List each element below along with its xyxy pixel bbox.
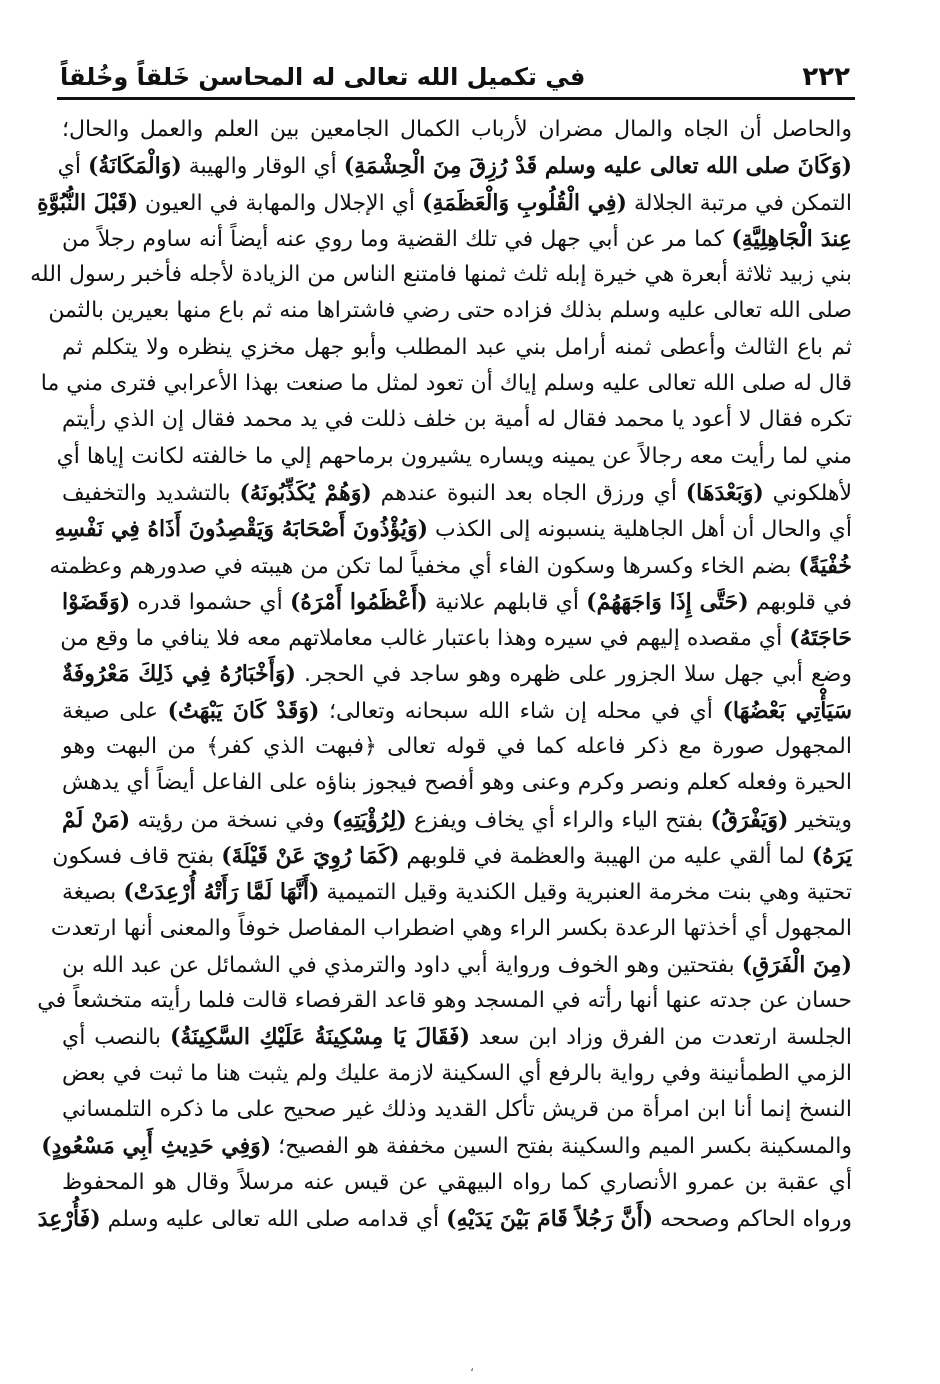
matn-quote: (أَعْظَمُوا أَمْرَهُ): [289, 588, 428, 615]
matn-quote: (وَالْمَكَانَةُ): [87, 153, 182, 180]
text-line: [62, 620, 852, 656]
text-line: [62, 475, 852, 511]
commentary-text: قال له صلى الله تعالى عليه وسلم إياك أن تعود لمثل ما صنعت بهذا الأعرابي فترى مني ما: [40, 371, 852, 397]
commentary-text: في قلوبهم: [748, 589, 852, 615]
commentary-text: بفتح الياء والراء أي يخاف ويفزع: [406, 807, 711, 833]
text-line: [37, 185, 852, 221]
commentary-text: الجلسة ارتعدت من الفرق وزاد ابن سعد: [469, 1025, 852, 1051]
matn-quote: (وَيُؤْذُونَ أَصْحَابَهُ وَيَقْصِدُونَ أَذَاهُ فِي نَفْسِهِ: [54, 516, 429, 543]
commentary-text: ثم باع الثالث وأعطى ثمنه أرامل بني عبد المطلب وأبو جهل مخزي ينظره ولا يتكلم ثم: [62, 334, 852, 360]
commentary-text: بصيغة: [62, 880, 124, 906]
commentary-text: أي والحال أن أهل الجاهلية ينسبونه إلى الكذب: [428, 517, 852, 543]
text-line: [48, 293, 852, 329]
matn-quote: يَرَهُ): [811, 842, 852, 869]
text-line: [37, 983, 852, 1019]
matn-quote: (وَأَخْبَارُهُ فِي ذَلِكَ مَعْرُوفَةٌ: [62, 661, 296, 688]
commentary-text: أي الإجلال والمهابة في العيون: [138, 190, 423, 216]
commentary-text: أي عقبة بن عمرو الأنصاري كما رواه البيهقي عن قيس عنه مرسلاً وقال هو المحفوظ: [62, 1169, 852, 1195]
text-line: [37, 1201, 852, 1237]
matn-quote: عِندَ الْجَاهِلِيَّةِ): [731, 225, 853, 252]
matn-quote: (أَنَّ رَجُلاً قَامَ بَيْنَ يَدَيْهِ): [446, 1205, 654, 1232]
matn-quote: (حَتَّى إِذَا وَاجَهَهُمْ): [586, 588, 749, 615]
matn-quote: (فِي الْقُلُوبِ وَالْعَظَمَةِ): [422, 189, 627, 216]
commentary-text: الزمي الطمأنينة وفي رواية بالرفع أي السكينة لازمة عليك ولم يثبت هنا ما ثبت في بعض: [62, 1060, 852, 1086]
text-line: [62, 693, 852, 729]
matn-quote: (وَقَضَوْا: [62, 588, 131, 615]
text-line: [56, 439, 852, 475]
matn-quote: (كَمَا رُوِيَ عَنْ قَيْلَةَ): [221, 842, 400, 869]
commentary-text: بالتشديد والتخفيف: [62, 480, 240, 506]
text-line: [62, 729, 852, 765]
commentary-text: أي: [57, 154, 88, 180]
commentary-text: والمسكينة بكسر الميم والسكينة بفتح السين مخففة هو الفصيح؛: [271, 1134, 852, 1160]
matn-quote: حَاجَتَهُ): [789, 625, 852, 652]
text-line: [62, 765, 852, 801]
text-line: [52, 838, 852, 874]
matn-quote: (مِنَ الْفَرَقِ): [741, 951, 852, 978]
matn-quote: (أَنَّهَا لَمَّا رَأَتْهُ أُرْعِدَتْ): [123, 879, 320, 906]
commentary-text: تحتية وهي بنت مخرمة العنبرية وقيل الكندية وقيل التميمية: [319, 880, 852, 906]
text-line: [62, 112, 852, 148]
matn-quote: (وَفِي حَدِيثِ أَبِي مَسْعُودٍ): [41, 1133, 272, 1160]
matn-quote: (لِرُؤْيَتِهِ): [331, 806, 407, 833]
commentary-text: تكره فقال لا أعود يا محمد فقال له أمية بن خلف ذللت في يد محمد فقال إن الذي رأيتم: [62, 407, 852, 433]
commentary-text: أي قدامه صلى الله تعالى عليه وسلم: [100, 1206, 447, 1232]
matn-quote: (فَقَالَ يَا مِسْكِينَةُ عَلَيْكِ السَّكِينَةُ): [169, 1024, 470, 1051]
commentary-text: ويتخير: [788, 807, 852, 833]
footer-mark: ،: [470, 1360, 474, 1374]
text-line: [62, 874, 852, 910]
text-line: [40, 366, 852, 402]
commentary-text: وفي نسخة من رؤيته: [130, 807, 332, 833]
text-line: [62, 656, 852, 692]
text-line: [41, 1128, 852, 1164]
commentary-text: بضم الخاء وكسرها وسكون الفاء أي مخفياً لما تكن من هيبته في صدورهم وعظمته: [49, 553, 799, 579]
commentary-text: أي مقصده إليهم في سيره وهذا باعتبار غالب معاملاتهم معه فلا ينافي ما وقع من: [60, 626, 790, 652]
commentary-text: بني زبيد ثلاثة أبعرة هي خيرة إبله ثلث ثمنها فامتنع الناس من الزيادة لأجله فأخبر رسول الله: [30, 262, 852, 288]
matn-quote: (قَبْلَ النُّبُوَّةِ: [37, 189, 139, 216]
text-line: [62, 1056, 852, 1092]
page-number: ٢٢٢: [802, 62, 850, 92]
commentary-text: أي قابلهم علانية: [427, 589, 587, 615]
text-line: [62, 330, 852, 366]
commentary-text: على صيغة: [62, 698, 168, 724]
commentary-text: بفتحتين وهو الخوف ورواية أبي داود والترمذي في الشمائل عن عبد الله بن: [62, 952, 742, 978]
page-header: [60, 48, 850, 92]
header-rule: [57, 97, 855, 100]
commentary-text: أي الوقار والهيبة: [181, 154, 344, 180]
matn-quote: (وَيَفْرَقُ): [710, 806, 789, 833]
matn-quote: (وَهُمْ يُكَذِّبُونَهُ): [239, 479, 372, 506]
commentary-text: صلى الله تعالى عليه وسلم بذلك فزاده حتى رضي فاشتراها منه ثم باع منها بعيرين بالثمن: [48, 298, 852, 324]
commentary-text: المجهول أي أخذتها الرعدة بكسر الراء وهي اضطراب المفاصل خوفاً والمعنى أنها ارتعدت: [50, 915, 852, 941]
commentary-text: لأهلكوني: [763, 480, 853, 506]
running-title: في تكميل الله تعالى له المحاسن خَلقاً وخُلقاً: [60, 63, 586, 91]
text-line: [54, 511, 852, 547]
commentary-text: مني لما رأيت معه رجالاً عن يمينه ويساره يشيرون برماحهم إلي ما خالفته لكانت إياها أي: [56, 443, 852, 469]
text-line: [62, 802, 852, 838]
text-line: [57, 148, 852, 184]
text-line: [30, 257, 852, 293]
commentary-text: النسخ إنما أنا ابن امرأة من قريش تأكل القديد وذلك غير صحيح على ما ذكره التلمساني: [62, 1097, 852, 1123]
commentary-text: أي في محله إن شاء الله سبحانه وتعالى؛: [319, 698, 723, 724]
commentary-text: التمكن في مرتبة الجلالة: [626, 190, 852, 216]
matn-quote: (وَكَانَ صلى الله تعالى عليه وسلم قَدْ رُزِقَ مِنَ الْحِشْمَةِ): [343, 153, 852, 180]
text-line: [62, 584, 852, 620]
text-line: [49, 548, 852, 584]
text-line: [62, 221, 852, 257]
commentary-text: حسان عن جدته عنها أنها رأته في المسجد وهو قاعد القرفصاء قالت فلما رأيته متخشعاً في: [37, 988, 852, 1014]
commentary-text: والحاصل أن الجاه والمال مضران لأرباب الكمال الجامعين بين العلم والعمل والحال؛: [62, 117, 852, 142]
commentary-text: بالنصب أي: [62, 1025, 170, 1051]
matn-quote: (فَأُرْعِدَ: [37, 1205, 101, 1232]
matn-quote: (وَبَعْدَهَا): [685, 479, 764, 506]
matn-quote: سَيَأْتِي بَعْضُهَا): [722, 697, 853, 724]
text-line: [62, 402, 852, 438]
commentary-text: لما ألقي عليه من الهيبة والعظمة في قلوبهم: [399, 843, 812, 869]
matn-quote: (وَقَدْ كَانَ يَبْهَتُ): [167, 697, 320, 724]
text-line: [62, 1092, 852, 1128]
commentary-text: بفتح قاف فسكون: [52, 843, 222, 869]
commentary-text: ورواه الحاكم وصححه: [653, 1206, 852, 1232]
text-line: [50, 911, 852, 947]
commentary-text: أي حشموا قدره: [130, 589, 290, 615]
matn-quote: خُفْيَةً): [798, 552, 852, 579]
commentary-text: وضع أبي جهل سلا الجزور على ظهره وهو ساجد في الحجر.: [295, 662, 852, 688]
text-line: [62, 1019, 852, 1055]
commentary-text: المجهول صورة مع ذكر فاعله كما في قوله تعالى ﴿فبهت الذي كفر﴾ من البهت وهو: [62, 734, 852, 760]
matn-quote: (مَنْ لَمْ: [62, 806, 131, 833]
commentary-text: أي ورزق الجاه بعد النبوة عندهم: [371, 480, 686, 506]
text-line: [62, 947, 852, 983]
commentary-text: كما مر عن أبي جهل في تلك القضية وما روي عنه أيضاً أنه ساوم رجلاً من: [62, 226, 732, 252]
text-line: [62, 1165, 852, 1201]
body-text: [30, 112, 853, 1237]
commentary-text: الحيرة وفعله كعلم ونصر وكرم وعنى وهو أفصح فيجوز بناؤه على الفاعل أيضاً أي يدهش: [62, 770, 852, 796]
